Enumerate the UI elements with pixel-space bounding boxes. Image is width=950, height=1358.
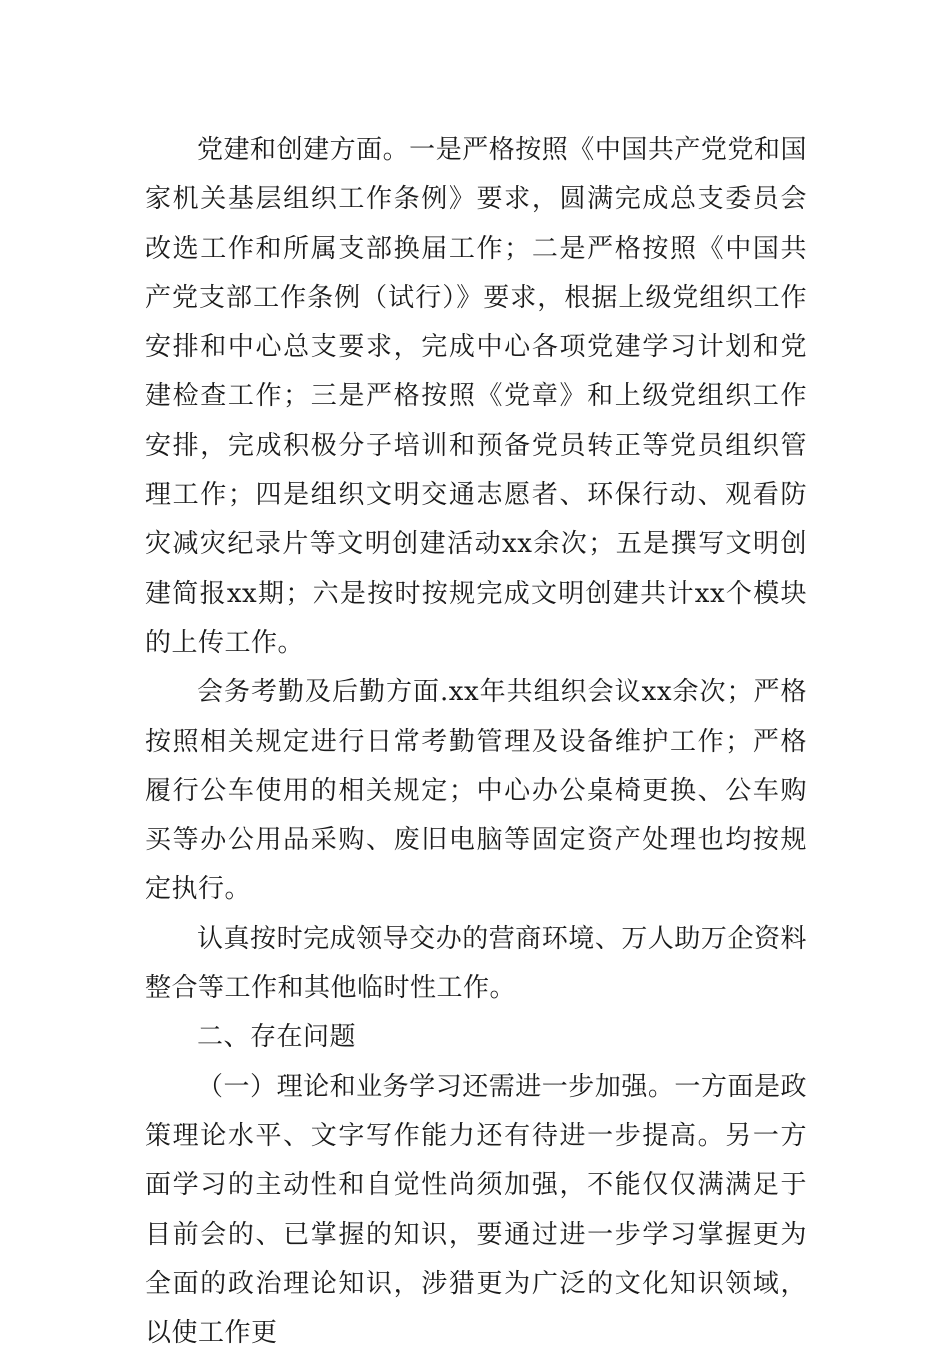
section-heading-problems: 二、存在问题: [197, 1022, 357, 1053]
document-body: [145, 126, 807, 1358]
paragraph-party-building: 党建和创建方面。一是严格按照《中国共产党党和国家机关基层组织工作条例》要求，圆满完成总支委员会改选工作和所属支部换届工作；二是严格按照《中国共产党支部工作条例（试行）》要求，根据上级党组织工作安排和中心总支要求，完成中心各项党建学习计划和党建检查工作；三是严格按照《党章》和上级党组织工作安排，完成积极分子培训和预备党员转正等党员组织管理工作；四是组织文明交通志愿者、环保行动、观看防灾减灾纪录片等文明创建活动xx余次；五是撰写文明创建简报xx期；六是按时按规完成文明创建共计xx个模块的上传工作。: [145, 135, 807, 658]
paragraph-meetings-logistics: 会务考勤及后勤方面.xx年共组织会议xx余次；严格按照相关规定进行日常考勤管理及设备维护工作；严格履行公车使用的相关规定；中心办公桌椅更换、公车购买等办公用品采购、废旧电脑等固定资产处理也均按规定执行。: [145, 677, 807, 905]
paragraph-assigned-tasks: 认真按时完成领导交办的营商环境、万人助万企资料整合等工作和其他临时性工作。: [145, 923, 807, 1004]
paragraph-study-improvement: （一）理论和业务学习还需进一步加强。一方面是政策理论水平、文字写作能力还有待进一步提高。另一方面学习的主动性和自觉性尚须加强，不能仅仅满满足于目前会的、已掌握的知识，要通过进一步学习掌握更为全面的政治理论知识，涉猎更为广泛的文化知识领域，以使工作更: [145, 1071, 807, 1349]
